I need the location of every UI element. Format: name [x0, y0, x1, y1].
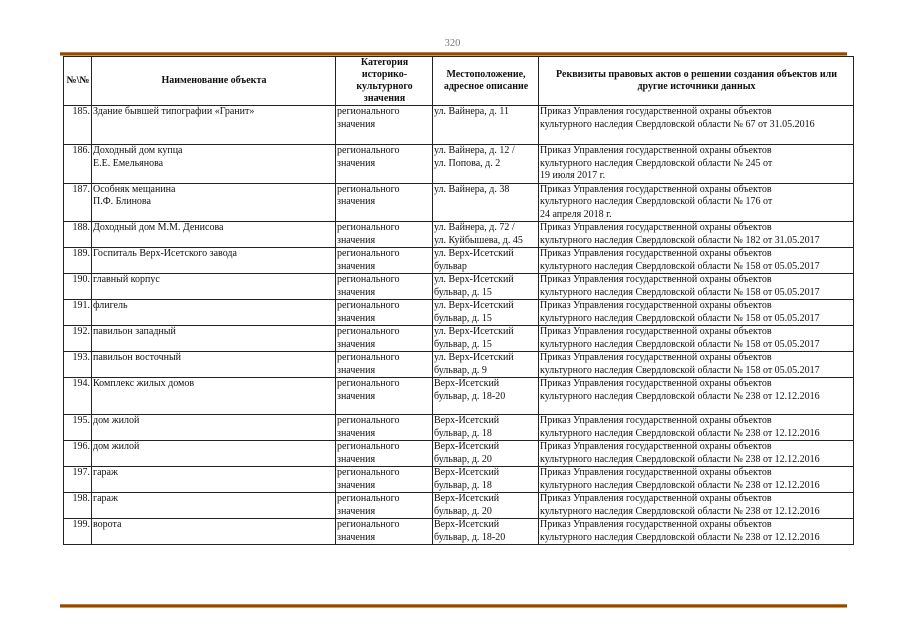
table-row — [64, 106, 854, 145]
object-legal-acts: Приказ Управления государственной охраны объектов культурного наследия Свердловской области № 158 от 05.05.2017 — [539, 248, 854, 274]
table-row — [64, 248, 854, 274]
object-name: дом жилой — [92, 415, 336, 441]
object-name: павильон западный — [92, 326, 336, 352]
object-category: регионального значения — [336, 183, 433, 222]
row-number: 190. — [64, 274, 92, 300]
object-location: ул. Вайнера, д. 38 — [433, 183, 539, 222]
object-location: ул. Вайнера, д. 12 / ул. Попова, д. 2 — [433, 145, 539, 184]
object-location: Верх-Исетский бульвар, д. 18 — [433, 415, 539, 441]
object-category: регионального значения — [336, 274, 433, 300]
header-number: №\№ — [64, 57, 92, 106]
object-category: регионального значения — [336, 145, 433, 184]
row-number: 191. — [64, 300, 92, 326]
table-row — [64, 183, 854, 222]
row-number: 195. — [64, 415, 92, 441]
table-row — [64, 441, 854, 467]
heritage-objects-table — [63, 56, 854, 545]
object-category: регионального значения — [336, 248, 433, 274]
object-location: ул. Вайнера, д. 11 — [433, 106, 539, 145]
table-row — [64, 378, 854, 415]
table-row — [64, 415, 854, 441]
table-row — [64, 326, 854, 352]
object-legal-acts: Приказ Управления государственной охраны объектов культурного наследия Свердловской области № 238 от 12.12.2016 — [539, 415, 854, 441]
row-number: 188. — [64, 222, 92, 248]
object-name: дом жилой — [92, 441, 336, 467]
row-number: 196. — [64, 441, 92, 467]
row-number: 198. — [64, 493, 92, 519]
object-name: главный корпус — [92, 274, 336, 300]
table-row — [64, 300, 854, 326]
row-number: 186. — [64, 145, 92, 184]
object-name: ворота — [92, 519, 336, 545]
object-category: регионального значения — [336, 467, 433, 493]
object-name: гараж — [92, 493, 336, 519]
object-name: Комплекс жилых домов — [92, 378, 336, 415]
header-acts: Реквизиты правовых актов о решении создания объектов или другие источники данных — [539, 57, 854, 106]
object-name: Госпиталь Верх-Исетского завода — [92, 248, 336, 274]
object-category: регионального значения — [336, 300, 433, 326]
object-location: Верх-Исетский бульвар, д. 20 — [433, 493, 539, 519]
object-legal-acts: Приказ Управления государственной охраны объектов культурного наследия Свердловской области № 67 от 31.05.2016 — [539, 106, 854, 145]
object-legal-acts: Приказ Управления государственной охраны объектов культурного наследия Свердловской области № 158 от 05.05.2017 — [539, 326, 854, 352]
row-number: 197. — [64, 467, 92, 493]
row-number: 187. — [64, 183, 92, 222]
table-row — [64, 519, 854, 545]
object-category: регионального значения — [336, 519, 433, 545]
object-category: регионального значения — [336, 493, 433, 519]
footer-rule — [60, 604, 847, 608]
row-number: 189. — [64, 248, 92, 274]
object-name: Доходный дом М.М. Денисова — [92, 222, 336, 248]
object-name: Особняк мещанина П.Ф. Блинова — [92, 183, 336, 222]
header-category: Категория историко- культурного значения — [336, 57, 433, 106]
object-category: регионального значения — [336, 378, 433, 415]
object-legal-acts: Приказ Управления государственной охраны объектов культурного наследия Свердловской области № 238 от 12.12.2016 — [539, 378, 854, 415]
object-location: ул. Верх-Исетский бульвар, д. 9 — [433, 352, 539, 378]
object-legal-acts: Приказ Управления государственной охраны объектов культурного наследия Свердловской области № 238 от 12.12.2016 — [539, 441, 854, 467]
object-location: ул. Верх-Исетский бульвар, д. 15 — [433, 274, 539, 300]
table-row — [64, 222, 854, 248]
row-number: 194. — [64, 378, 92, 415]
object-legal-acts: Приказ Управления государственной охраны объектов культурного наследия Свердловской области № 158 от 05.05.2017 — [539, 300, 854, 326]
header-location: Местоположение, адресное описание — [433, 57, 539, 106]
table-row — [64, 467, 854, 493]
table-row — [64, 274, 854, 300]
row-number: 193. — [64, 352, 92, 378]
page-number: 320 — [444, 38, 461, 49]
row-number: 185. — [64, 106, 92, 145]
table-row — [64, 352, 854, 378]
object-legal-acts: Приказ Управления государственной охраны объектов культурного наследия Свердловской области № 238 от 12.12.2016 — [539, 519, 854, 545]
object-name: Здание бывшей типографии «Гранит» — [92, 106, 336, 145]
object-name: павильон восточный — [92, 352, 336, 378]
object-name: гараж — [92, 467, 336, 493]
object-location: Верх-Исетский бульвар, д. 18 — [433, 467, 539, 493]
object-location: ул. Верх-Исетский бульвар, д. 15 — [433, 326, 539, 352]
object-location: Верх-Исетский бульвар, д. 18-20 — [433, 378, 539, 415]
object-category: регионального значения — [336, 106, 433, 145]
table-header — [64, 57, 854, 106]
object-legal-acts: Приказ Управления государственной охраны объектов культурного наследия Свердловской области № 176 от 24 апреля 2018 г. — [539, 183, 854, 222]
object-location: ул. Вайнера, д. 72 / ул. Куйбышева, д. 45 — [433, 222, 539, 248]
object-name: Доходный дом купца Е.Е. Емельянова — [92, 145, 336, 184]
object-legal-acts: Приказ Управления государственной охраны объектов культурного наследия Свердловской области № 238 от 12.12.2016 — [539, 467, 854, 493]
object-category: регионального значения — [336, 326, 433, 352]
header-name: Наименование объекта — [92, 57, 336, 106]
object-category: регионального значения — [336, 222, 433, 248]
table-row — [64, 145, 854, 184]
object-legal-acts: Приказ Управления государственной охраны объектов культурного наследия Свердловской области № 245 от 19 июля 2017 г. — [539, 145, 854, 184]
object-legal-acts: Приказ Управления государственной охраны объектов культурного наследия Свердловской области № 158 от 05.05.2017 — [539, 274, 854, 300]
object-location: Верх-Исетский бульвар, д. 20 — [433, 441, 539, 467]
object-legal-acts: Приказ Управления государственной охраны объектов культурного наследия Свердловской области № 158 от 05.05.2017 — [539, 352, 854, 378]
object-category: регионального значения — [336, 415, 433, 441]
object-location: Верх-Исетский бульвар, д. 18-20 — [433, 519, 539, 545]
object-category: регионального значения — [336, 352, 433, 378]
object-location: ул. Верх-Исетский бульвар, д. 15 — [433, 300, 539, 326]
row-number: 192. — [64, 326, 92, 352]
object-legal-acts: Приказ Управления государственной охраны объектов культурного наследия Свердловской области № 238 от 12.12.2016 — [539, 493, 854, 519]
table-row — [64, 493, 854, 519]
object-legal-acts: Приказ Управления государственной охраны объектов культурного наследия Свердловской области № 182 от 31.05.2017 — [539, 222, 854, 248]
row-number: 199. — [64, 519, 92, 545]
object-category: регионального значения — [336, 441, 433, 467]
object-location: ул. Верх-Исетский бульвар — [433, 248, 539, 274]
object-name: флигель — [92, 300, 336, 326]
